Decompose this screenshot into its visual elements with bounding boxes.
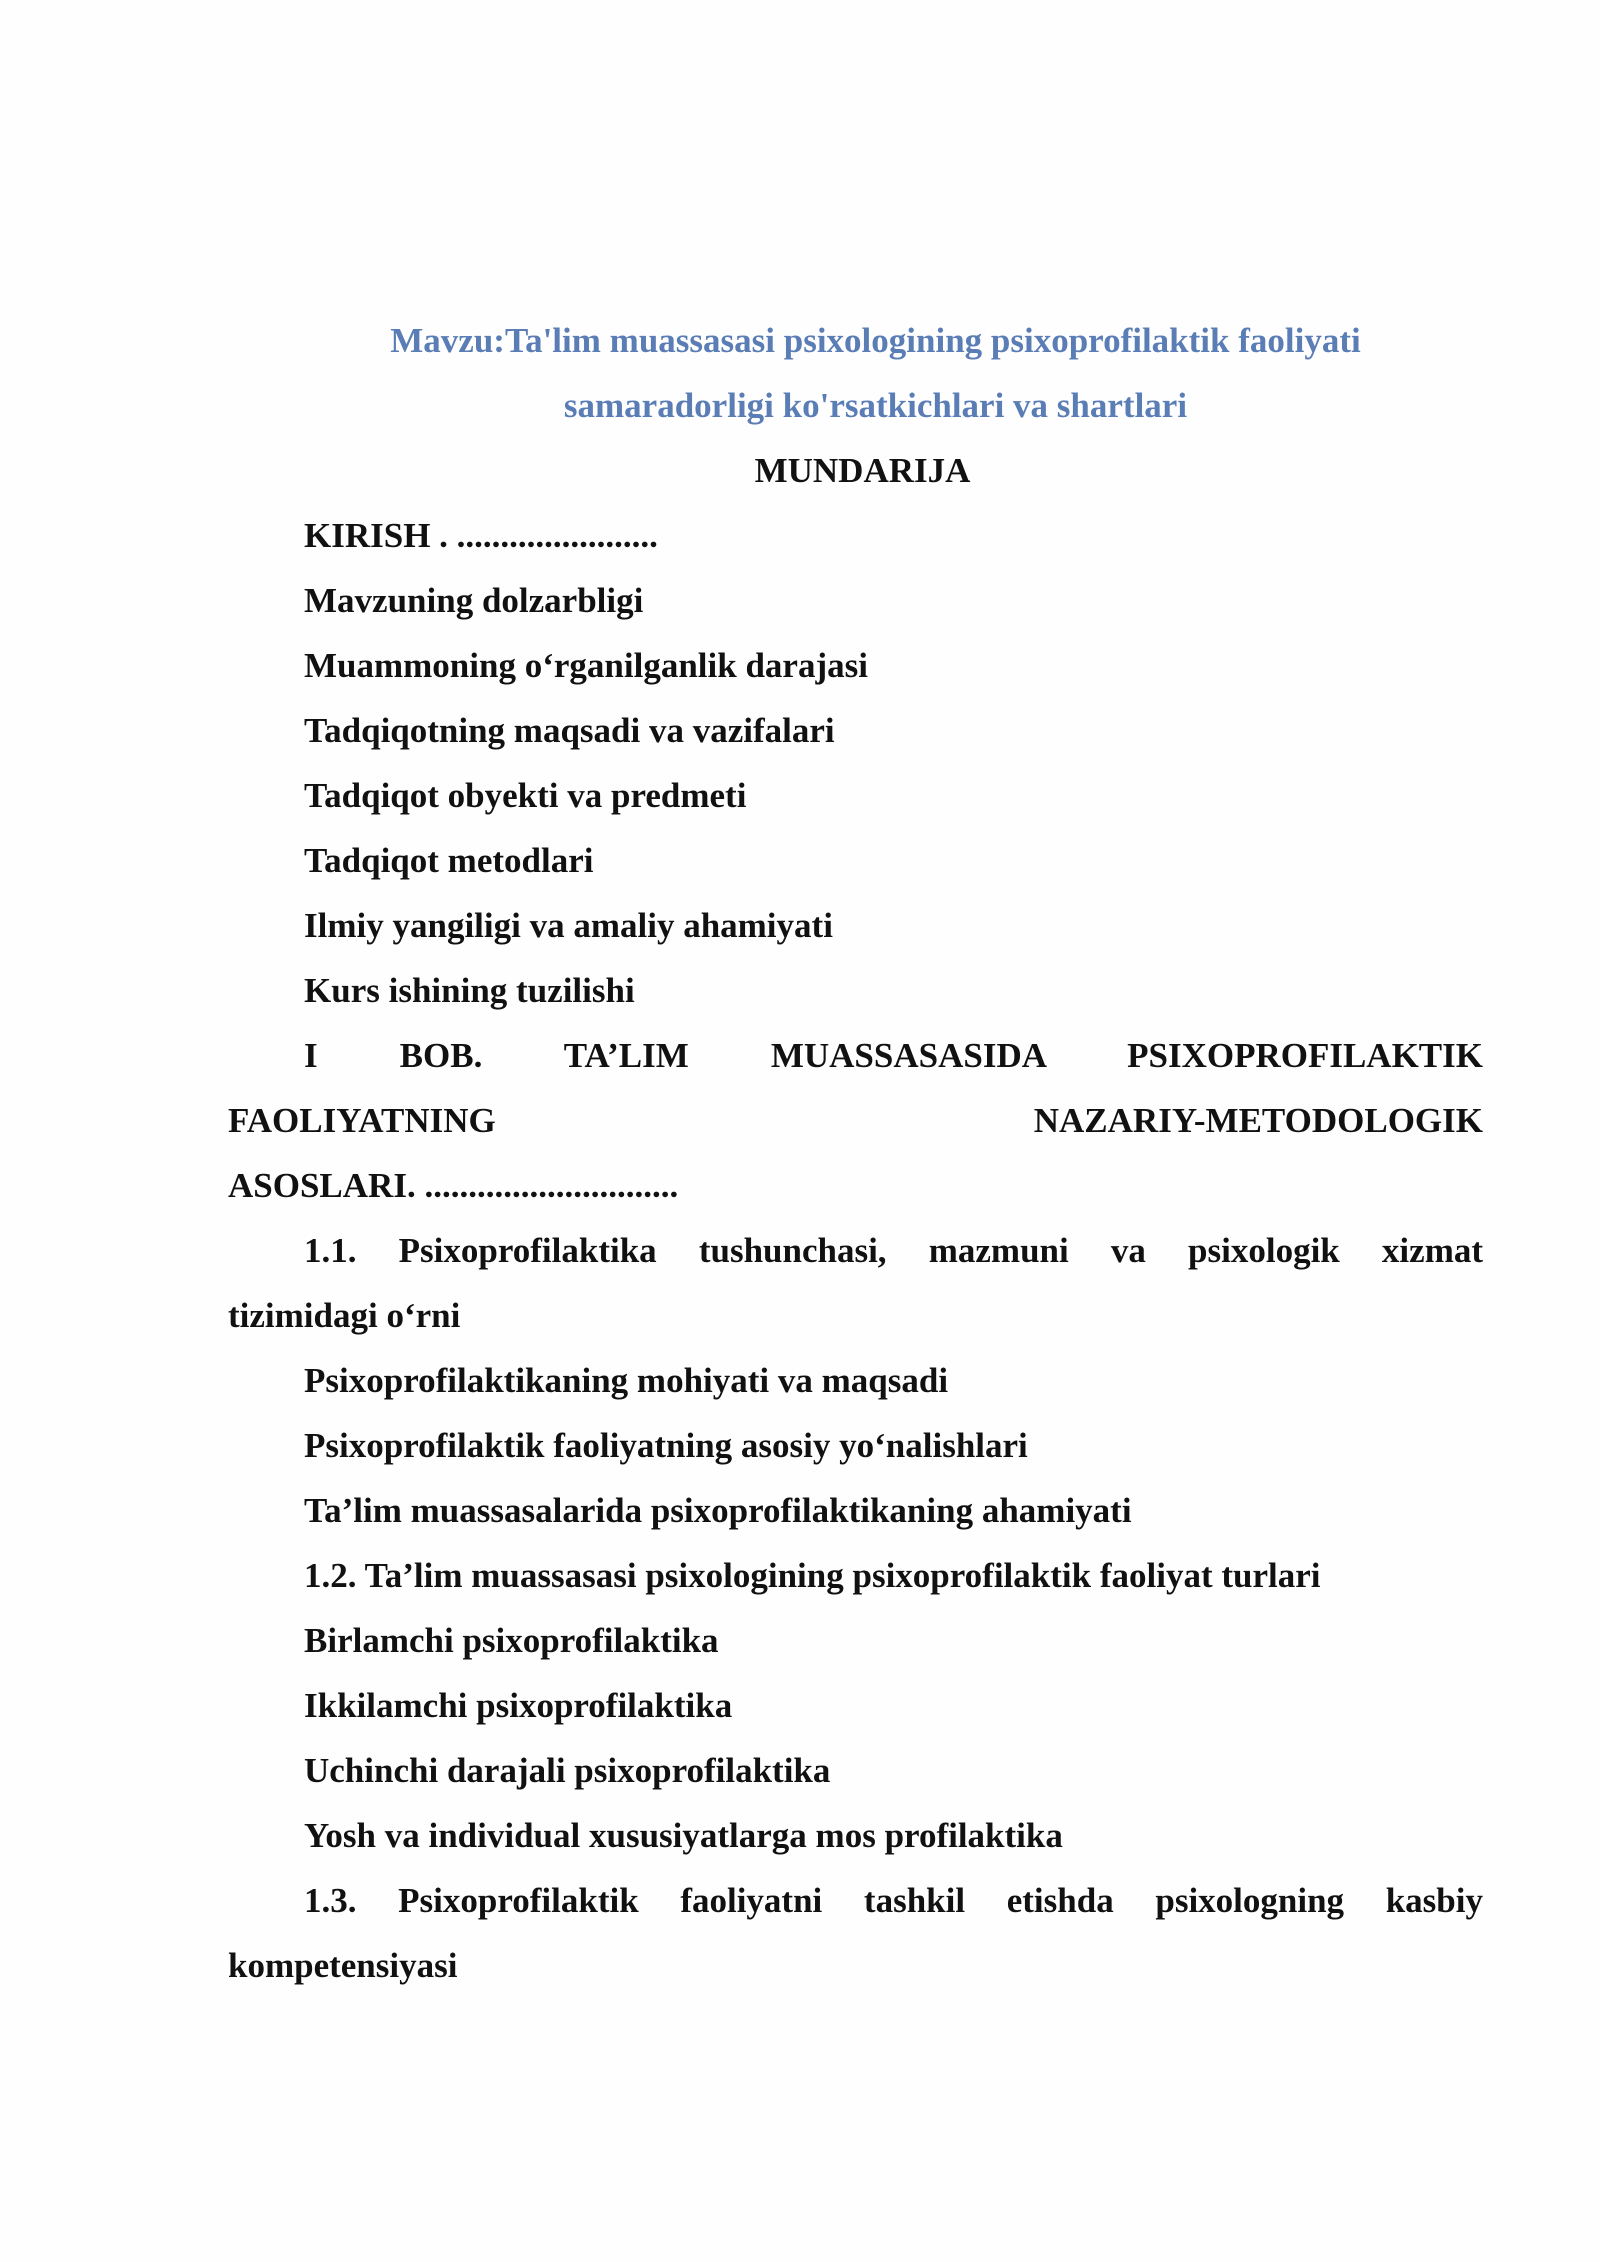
contents-heading: MUNDARIJA bbox=[754, 451, 971, 490]
toc-entry: Uchinchi darajali psixoprofilaktika bbox=[304, 1751, 831, 1790]
toc-entry: Ikkilamchi psixoprofilaktika bbox=[304, 1686, 733, 1725]
toc-entry: Psixoprofilaktik faoliyatning asosiy yo‘nalishlari bbox=[304, 1426, 1028, 1465]
toc-entry: Muammoning o‘rganilganlik darajasi bbox=[304, 646, 868, 685]
toc-entry: Psixoprofilaktikaning mohiyati va maqsadi bbox=[304, 1361, 949, 1400]
document-title bbox=[228, 308, 1483, 438]
toc-section-1-3 bbox=[228, 1868, 1483, 1998]
toc-section-1-1 bbox=[228, 1218, 1483, 1348]
section-1-1-line-1: 1.1. Psixoprofilaktika tushunchasi, mazmuni va psixologik xizmat bbox=[304, 1231, 1483, 1270]
toc-entry: Tadqiqotning maqsadi va vazifalari bbox=[304, 711, 835, 750]
toc-entry: Tadqiqot obyekti va predmeti bbox=[304, 776, 747, 815]
title-line-2: samaradorligi ko'rsatkichlari va shartlari bbox=[563, 386, 1188, 425]
toc-entry: Kurs ishining tuzilishi bbox=[304, 971, 635, 1010]
toc-entry: Mavzuning dolzarbligi bbox=[304, 581, 644, 620]
toc-entry: Birlamchi psixoprofilaktika bbox=[304, 1621, 719, 1660]
chapter-1-line-3: ASOSLARI. ............................. bbox=[228, 1166, 679, 1205]
toc-entry: Ta’lim muassasalarida psixoprofilaktikaning ahamiyati bbox=[304, 1491, 1132, 1530]
toc-section-1-2: 1.2. Ta’lim muassasasi psixologining psixoprofilaktik faoliyat turlari bbox=[304, 1556, 1321, 1595]
title-line-1: Mavzu:Ta'lim muassasasi psixologining psixoprofilaktik faoliyati bbox=[390, 321, 1361, 360]
section-1-1-line-2: tizimidagi o‘rni bbox=[228, 1296, 461, 1335]
chapter-1-line-1: I BOB. TA’LIM MUASSASASIDA PSIXOPROFILAKTIK bbox=[304, 1036, 1483, 1075]
section-1-3-line-1: 1.3. Psixoprofilaktik faoliyatni tashkil etishda psixologning kasbiy bbox=[304, 1881, 1483, 1920]
document-content bbox=[228, 308, 1483, 1998]
toc-entry: Tadqiqot metodlari bbox=[304, 841, 594, 880]
toc-entry: Yosh va individual xususiyatlarga mos profilaktika bbox=[304, 1816, 1063, 1855]
toc-chapter-1 bbox=[228, 1023, 1483, 1218]
section-1-3-line-2: kompetensiyasi bbox=[228, 1946, 458, 1985]
chapter-1-line-2: FAOLIYATNING NAZARIY-METODOLOGIK bbox=[228, 1101, 1483, 1140]
toc-entry: Ilmiy yangiligi va amaliy ahamiyati bbox=[304, 906, 833, 945]
toc-entry-kirish: KIRISH . ....................... bbox=[304, 516, 658, 555]
